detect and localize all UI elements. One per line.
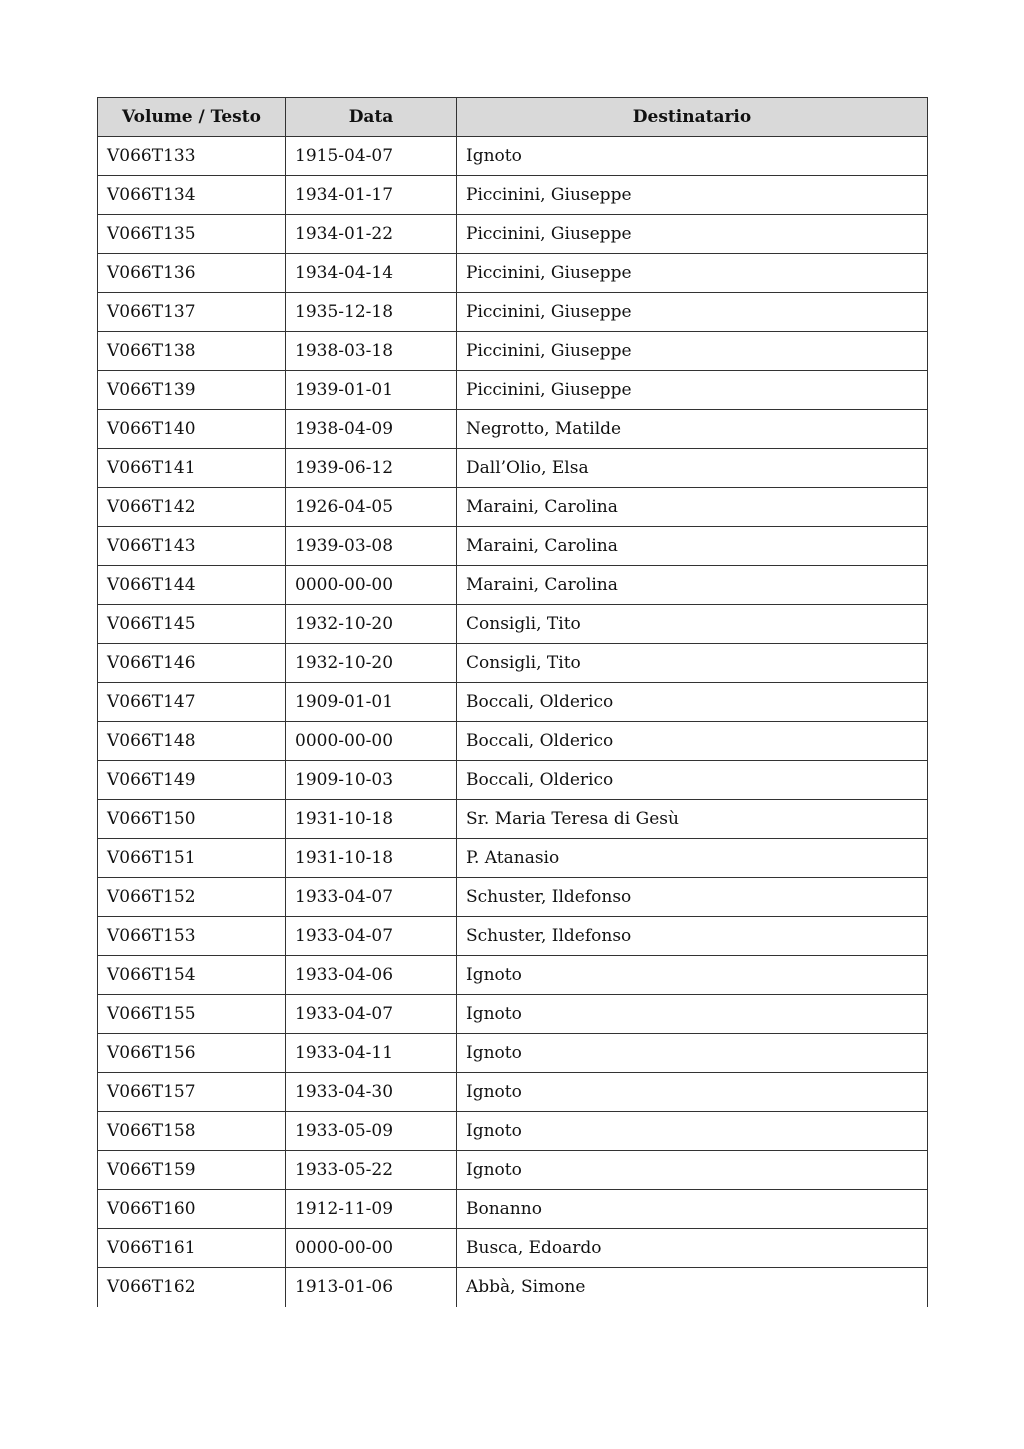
table-row [98,800,928,839]
table-row [98,488,928,527]
table-row [98,722,928,761]
cell-data: 0000-00-00 [286,566,457,605]
cell-destinatario: Ignoto [457,1151,928,1190]
cell-volume-testo: V066T145 [98,605,286,644]
cell-volume-testo: V066T151 [98,839,286,878]
cell-volume-testo: V066T144 [98,566,286,605]
cell-destinatario: Boccali, Olderico [457,683,928,722]
header-row [98,98,928,137]
cell-data: 1939-01-01 [286,371,457,410]
table-header [98,98,928,137]
cell-destinatario: Piccinini, Giuseppe [457,254,928,293]
table-row [98,644,928,683]
cell-destinatario: Dall’Olio, Elsa [457,449,928,488]
table-row [98,1073,928,1112]
cell-destinatario: Ignoto [457,995,928,1034]
cell-data: 1933-04-11 [286,1034,457,1073]
cell-data: 1913-01-06 [286,1268,457,1307]
cell-destinatario: Ignoto [457,1034,928,1073]
cell-volume-testo: V066T134 [98,176,286,215]
cell-data: 1932-10-20 [286,644,457,683]
table-row [98,683,928,722]
cell-data: 1938-04-09 [286,410,457,449]
cell-volume-testo: V066T135 [98,215,286,254]
cell-volume-testo: V066T137 [98,293,286,332]
table-row [98,566,928,605]
cell-data: 1939-06-12 [286,449,457,488]
cell-volume-testo: V066T138 [98,332,286,371]
table-row [98,956,928,995]
table-body [98,137,928,1307]
cell-volume-testo: V066T146 [98,644,286,683]
cell-data: 1934-01-22 [286,215,457,254]
cell-destinatario: Maraini, Carolina [457,488,928,527]
table-row [98,332,928,371]
table-row [98,215,928,254]
cell-data: 1933-05-09 [286,1112,457,1151]
letters-table [97,97,928,1307]
cell-destinatario: Schuster, Ildefonso [457,878,928,917]
cell-data: 1934-01-17 [286,176,457,215]
cell-volume-testo: V066T153 [98,917,286,956]
table-row [98,410,928,449]
cell-volume-testo: V066T156 [98,1034,286,1073]
cell-volume-testo: V066T143 [98,527,286,566]
cell-destinatario: Ignoto [457,1112,928,1151]
cell-volume-testo: V066T154 [98,956,286,995]
cell-destinatario: Negrotto, Matilde [457,410,928,449]
cell-volume-testo: V066T149 [98,761,286,800]
table-row [98,761,928,800]
cell-volume-testo: V066T160 [98,1190,286,1229]
table-row [98,527,928,566]
table-row [98,1268,928,1307]
cell-destinatario: Ignoto [457,137,928,176]
cell-data: 1933-04-30 [286,1073,457,1112]
cell-destinatario: Consigli, Tito [457,644,928,683]
cell-destinatario: Maraini, Carolina [457,527,928,566]
cell-data: 1934-04-14 [286,254,457,293]
cell-data: 0000-00-00 [286,1229,457,1268]
cell-volume-testo: V066T158 [98,1112,286,1151]
cell-destinatario: Boccali, Olderico [457,761,928,800]
cell-data: 0000-00-00 [286,722,457,761]
cell-volume-testo: V066T133 [98,137,286,176]
cell-volume-testo: V066T136 [98,254,286,293]
cell-destinatario: Sr. Maria Teresa di Gesù [457,800,928,839]
table-row [98,371,928,410]
column-header-volume-testo: Volume / Testo [98,98,286,137]
cell-data: 1932-10-20 [286,605,457,644]
table-row [98,605,928,644]
cell-destinatario: P. Atanasio [457,839,928,878]
table-row [98,137,928,176]
table-row [98,1190,928,1229]
cell-volume-testo: V066T141 [98,449,286,488]
cell-destinatario: Schuster, Ildefonso [457,917,928,956]
cell-destinatario: Piccinini, Giuseppe [457,371,928,410]
cell-volume-testo: V066T142 [98,488,286,527]
cell-volume-testo: V066T150 [98,800,286,839]
table-row [98,1034,928,1073]
cell-data: 1933-04-06 [286,956,457,995]
cell-volume-testo: V066T159 [98,1151,286,1190]
cell-destinatario: Bonanno [457,1190,928,1229]
cell-data: 1933-04-07 [286,995,457,1034]
table-row [98,1151,928,1190]
table-row [98,917,928,956]
cell-data: 1909-01-01 [286,683,457,722]
cell-destinatario: Ignoto [457,1073,928,1112]
table-row [98,449,928,488]
cell-data: 1938-03-18 [286,332,457,371]
cell-data: 1926-04-05 [286,488,457,527]
cell-volume-testo: V066T152 [98,878,286,917]
cell-destinatario: Piccinini, Giuseppe [457,215,928,254]
cell-data: 1939-03-08 [286,527,457,566]
cell-data: 1933-04-07 [286,917,457,956]
cell-destinatario: Busca, Edoardo [457,1229,928,1268]
cell-destinatario: Ignoto [457,956,928,995]
cell-destinatario: Consigli, Tito [457,605,928,644]
table-row [98,878,928,917]
cell-destinatario: Maraini, Carolina [457,566,928,605]
cell-destinatario: Piccinini, Giuseppe [457,293,928,332]
cell-volume-testo: V066T147 [98,683,286,722]
cell-volume-testo: V066T155 [98,995,286,1034]
table-row [98,254,928,293]
cell-data: 1933-05-22 [286,1151,457,1190]
cell-destinatario: Piccinini, Giuseppe [457,332,928,371]
table-row [98,293,928,332]
table-row [98,1112,928,1151]
cell-data: 1912-11-09 [286,1190,457,1229]
column-header-data: Data [286,98,457,137]
cell-volume-testo: V066T157 [98,1073,286,1112]
cell-data: 1931-10-18 [286,800,457,839]
table-row [98,176,928,215]
cell-data: 1935-12-18 [286,293,457,332]
cell-destinatario: Boccali, Olderico [457,722,928,761]
cell-volume-testo: V066T161 [98,1229,286,1268]
cell-destinatario: Abbà, Simone [457,1268,928,1307]
cell-data: 1931-10-18 [286,839,457,878]
cell-data: 1915-04-07 [286,137,457,176]
cell-data: 1933-04-07 [286,878,457,917]
table-row [98,1229,928,1268]
cell-volume-testo: V066T148 [98,722,286,761]
cell-volume-testo: V066T162 [98,1268,286,1307]
cell-volume-testo: V066T139 [98,371,286,410]
cell-data: 1909-10-03 [286,761,457,800]
cell-volume-testo: V066T140 [98,410,286,449]
cell-destinatario: Piccinini, Giuseppe [457,176,928,215]
column-header-destinatario: Destinatario [457,98,928,137]
table-row [98,839,928,878]
table-row [98,995,928,1034]
